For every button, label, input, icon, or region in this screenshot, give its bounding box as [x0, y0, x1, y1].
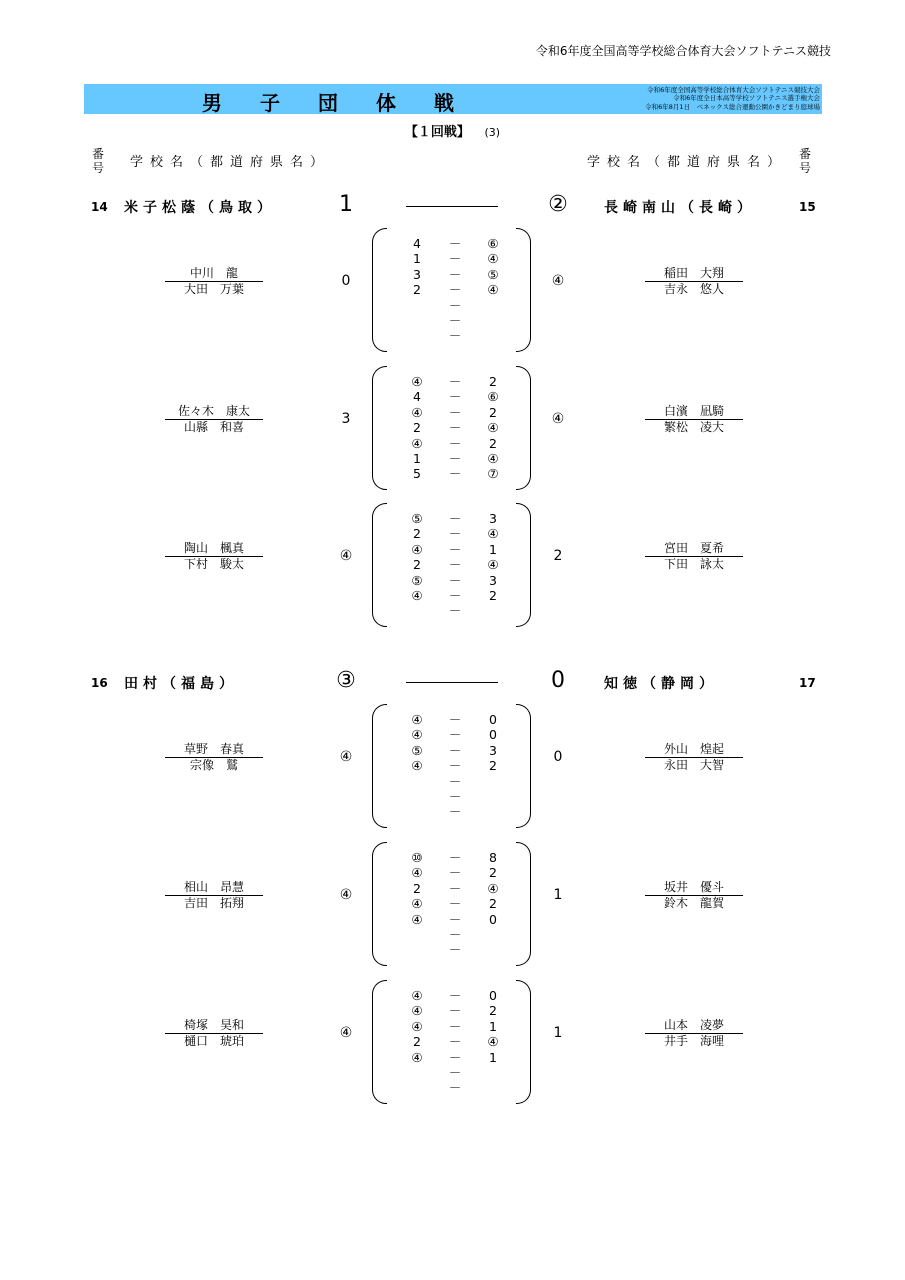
set-score-right: [476, 328, 510, 343]
team-school-right: 長崎南山（長崎）: [604, 200, 756, 216]
bracket-left: [372, 842, 387, 966]
set-score-left: ④: [411, 896, 423, 912]
player-name: 宗像 鷲: [189, 758, 238, 772]
set-score-left: [400, 804, 434, 819]
bracket-right: [516, 980, 531, 1104]
set-score-right: ④: [487, 282, 499, 298]
set-score-right: ⑤: [487, 266, 499, 282]
set-row: [400, 758, 510, 773]
game-score-right: ④: [551, 411, 565, 427]
set-score-left: ⑤: [411, 742, 423, 758]
set-score-left: 4: [413, 236, 421, 251]
set-dash: －: [448, 603, 462, 619]
set-score-right: 1: [489, 541, 497, 557]
set-row: [400, 267, 510, 282]
set-score-right: [476, 804, 510, 819]
set-score-right: [476, 789, 510, 804]
game-score-left: 0: [341, 273, 351, 289]
player-pair-right: [645, 880, 743, 911]
player-name: 佐々木 康太: [165, 404, 263, 420]
set-row: [400, 912, 510, 927]
bracket-left: [372, 503, 387, 627]
set-dash: －: [448, 742, 462, 758]
set-dash: －: [448, 758, 462, 774]
player-name: 稲田 大翔: [645, 266, 743, 282]
set-score-right: [476, 313, 510, 328]
player-pair-left: [165, 1018, 263, 1049]
set-score-right: [476, 942, 510, 957]
set-dash: －: [448, 988, 462, 1003]
set-dash: －: [448, 435, 462, 451]
event-note: 令和6年度全日本高等学校ソフトテニス選手権大会: [673, 94, 820, 103]
tournament-name: 令和6年度全国高等学校総合体育大会ソフトテニス競技: [535, 44, 831, 58]
set-score-left: [400, 328, 434, 343]
event-note: 令和6年8月1日 ベネックス総合運動公園かきどまり庭球場: [645, 102, 820, 111]
player-name: 坂井 優斗: [645, 880, 743, 896]
set-row: [400, 251, 510, 266]
set-row: [400, 573, 510, 588]
set-score-right: ④: [487, 251, 499, 267]
versus-line: [406, 206, 498, 207]
set-row: [400, 451, 510, 466]
player-pair-right: [645, 266, 743, 297]
set-dash: －: [448, 466, 462, 482]
set-dash: －: [448, 712, 462, 727]
set-row: [400, 328, 510, 343]
set-score-right: ④: [487, 450, 499, 466]
number-header-left: 番号: [91, 147, 104, 175]
player-name: 中川 龍: [165, 266, 263, 282]
game-score-left: ④: [339, 749, 353, 765]
set-row: [400, 804, 510, 819]
set-score-right: 2: [489, 587, 497, 603]
player-name: 井手 海哩: [663, 1034, 724, 1048]
set-scores: [400, 236, 510, 344]
set-dash: －: [448, 312, 462, 328]
set-scores: [400, 374, 510, 482]
team-number-left: 16: [91, 676, 108, 690]
set-row: [400, 1065, 510, 1080]
event-notes: [645, 86, 820, 111]
game-score-right: 0: [553, 749, 563, 765]
team-number-left: 14: [91, 200, 108, 214]
set-row: [400, 743, 510, 758]
player-name: 永田 大智: [663, 758, 724, 772]
bracket-right: [516, 366, 531, 490]
player-name: 吉永 悠人: [663, 282, 724, 296]
set-scores: [400, 988, 510, 1096]
set-dash: －: [448, 266, 462, 282]
set-score-right: ④: [487, 557, 499, 573]
set-score-left: 2: [413, 526, 421, 542]
set-row: [400, 603, 510, 618]
set-score-left: 2: [413, 420, 421, 436]
team-score-left: 1: [339, 192, 353, 217]
set-score-left: [400, 298, 434, 313]
player-pair-right: [645, 541, 743, 572]
set-score-left: [400, 1065, 434, 1080]
set-dash: －: [448, 727, 462, 743]
set-dash: －: [448, 404, 462, 420]
set-row: [400, 542, 510, 557]
set-row: [400, 511, 510, 526]
set-score-left: 5: [413, 466, 421, 482]
set-score-left: ④: [411, 727, 423, 743]
set-scores: [400, 850, 510, 958]
set-score-right: 1: [489, 1049, 497, 1065]
set-dash: －: [448, 389, 462, 405]
set-score-left: ④: [411, 911, 423, 927]
set-score-left: ④: [411, 865, 423, 881]
set-score-left: 1: [413, 251, 421, 267]
set-row: [400, 927, 510, 942]
set-score-left: ⑤: [411, 572, 423, 588]
versus-line: [406, 682, 498, 683]
set-dash: －: [448, 1080, 462, 1096]
set-score-left: [400, 313, 434, 328]
set-dash: －: [448, 251, 462, 267]
set-score-left: ⑤: [411, 511, 423, 526]
round-heading: [0, 121, 905, 140]
round-sub: (3): [484, 126, 501, 139]
player-name: 宮田 夏希: [645, 541, 743, 557]
set-score-right: 0: [489, 712, 497, 727]
set-row: [400, 374, 510, 389]
set-row: [400, 865, 510, 880]
set-dash: －: [448, 541, 462, 557]
game-score-right: 1: [553, 887, 563, 903]
set-score-right: 2: [489, 374, 497, 389]
set-dash: －: [448, 1003, 462, 1019]
number-header-right: 番号: [798, 147, 811, 175]
set-row: [400, 1003, 510, 1018]
set-score-right: ④: [487, 1034, 499, 1050]
set-scores: [400, 511, 510, 619]
team-score-right: 0: [551, 668, 565, 693]
set-score-right: 3: [489, 742, 497, 758]
set-score-right: ⑥: [487, 236, 499, 251]
set-score-left: [400, 942, 434, 957]
set-dash: －: [448, 1049, 462, 1065]
set-row: [400, 850, 510, 865]
set-score-left: ④: [411, 712, 423, 727]
round-label: 【１回戦】: [404, 125, 470, 140]
player-pair-left: [165, 880, 263, 911]
school-header-left: 学校名（都道府県名）: [130, 155, 331, 170]
set-row: [400, 405, 510, 420]
player-pair-left: [165, 742, 263, 773]
set-score-left: ④: [411, 374, 423, 389]
set-dash: －: [448, 788, 462, 804]
title-banner: [84, 84, 822, 114]
set-score-right: 2: [489, 435, 497, 451]
set-score-left: ④: [411, 541, 423, 557]
set-row: [400, 298, 510, 313]
set-dash: －: [448, 880, 462, 896]
set-row: [400, 466, 510, 481]
team-score-right: ②: [548, 192, 568, 217]
set-score-right: [476, 1065, 510, 1080]
set-dash: －: [448, 526, 462, 542]
set-score-left: ④: [411, 404, 423, 420]
set-scores: [400, 712, 510, 820]
school-header-right: 学校名（都道府県名）: [586, 155, 787, 170]
set-score-right: [476, 927, 510, 942]
set-score-left: ④: [411, 988, 423, 1003]
set-score-right: [476, 603, 510, 618]
set-score-right: 0: [489, 988, 497, 1003]
bracket-right: [516, 228, 531, 352]
set-score-left: 2: [413, 282, 421, 298]
player-name: 白濱 凪騎: [645, 404, 743, 420]
set-row: [400, 712, 510, 727]
set-dash: －: [448, 804, 462, 820]
player-pair-right: [645, 742, 743, 773]
player-name: 山本 凌夢: [645, 1018, 743, 1034]
set-score-right: 8: [489, 850, 497, 865]
team-school-left: 田村（福島）: [124, 676, 238, 692]
set-score-left: 2: [413, 557, 421, 573]
set-score-left: ④: [411, 1003, 423, 1019]
player-pair-left: [165, 266, 263, 297]
set-row: [400, 1080, 510, 1095]
set-dash: －: [448, 942, 462, 958]
set-dash: －: [448, 896, 462, 912]
game-score-left: ④: [339, 548, 353, 564]
set-score-left: ④: [411, 1049, 423, 1065]
player-name: 繁松 凌大: [663, 420, 724, 434]
team-number-right: 17: [799, 676, 816, 690]
set-dash: －: [448, 297, 462, 313]
player-name: 陶山 楓真: [165, 541, 263, 557]
set-score-right: [476, 298, 510, 313]
set-score-right: [476, 774, 510, 789]
set-score-left: ④: [411, 758, 423, 774]
set-score-right: ④: [487, 420, 499, 436]
set-row: [400, 1034, 510, 1049]
set-score-left: ④: [411, 435, 423, 451]
set-dash: －: [448, 450, 462, 466]
bracket-right: [516, 503, 531, 627]
player-name: 下田 詠太: [663, 557, 724, 571]
set-score-right: ④: [487, 526, 499, 542]
set-score-right: 2: [489, 1003, 497, 1019]
bracket-left: [372, 228, 387, 352]
set-dash: －: [448, 773, 462, 789]
set-dash: －: [448, 865, 462, 881]
bracket-right: [516, 704, 531, 828]
game-score-left: ④: [339, 1025, 353, 1041]
set-dash: －: [448, 1034, 462, 1050]
set-row: [400, 389, 510, 404]
set-dash: －: [448, 420, 462, 436]
game-score-right: 2: [553, 548, 563, 564]
team-score-left: ③: [336, 668, 356, 693]
set-score-left: [400, 774, 434, 789]
bracket-right: [516, 842, 531, 966]
game-score-right: ④: [551, 273, 565, 289]
set-row: [400, 236, 510, 251]
set-dash: －: [448, 850, 462, 865]
player-name: 外山 煌起: [645, 742, 743, 758]
set-row: [400, 774, 510, 789]
game-score-right: 1: [553, 1025, 563, 1041]
set-score-left: ④: [411, 1018, 423, 1034]
set-score-right: 2: [489, 865, 497, 881]
set-score-left: 1: [413, 450, 421, 466]
set-dash: －: [448, 374, 462, 389]
set-row: [400, 557, 510, 572]
player-name: 下村 駿太: [183, 557, 244, 571]
player-name: 鈴木 龍賀: [663, 896, 724, 910]
set-row: [400, 942, 510, 957]
team-school-left: 米子松蔭（鳥取）: [124, 200, 276, 216]
set-score-right: 2: [489, 404, 497, 420]
set-row: [400, 436, 510, 451]
event-note: 令和6年度全国高等学校総合体育大会ソフトテニス競技大会: [647, 86, 820, 94]
player-pair-right: [645, 1018, 743, 1049]
set-row: [400, 881, 510, 896]
set-score-right: ⑥: [487, 389, 499, 405]
set-dash: －: [448, 328, 462, 344]
game-score-left: ④: [339, 887, 353, 903]
player-name: 吉田 拓翔: [183, 896, 244, 910]
set-dash: －: [448, 282, 462, 298]
set-score-right: 0: [489, 727, 497, 743]
set-dash: －: [448, 587, 462, 603]
set-score-left: 3: [413, 266, 421, 282]
set-row: [400, 588, 510, 603]
bracket-left: [372, 980, 387, 1104]
set-row: [400, 282, 510, 297]
set-score-left: 2: [413, 880, 421, 896]
player-name: 大田 万葉: [183, 282, 244, 296]
player-name: 樋口 琥珀: [183, 1034, 244, 1048]
set-score-left: ⑩: [411, 850, 423, 865]
set-dash: －: [448, 572, 462, 588]
player-name: 草野 春真: [165, 742, 263, 758]
set-score-right: ④: [487, 880, 499, 896]
set-row: [400, 313, 510, 328]
set-dash: －: [448, 1064, 462, 1080]
team-school-right: 知徳（静岡）: [604, 676, 718, 692]
page-title: 男子団体戦: [202, 91, 492, 115]
set-dash: －: [448, 911, 462, 927]
player-pair-left: [165, 404, 263, 435]
bracket-left: [372, 704, 387, 828]
set-dash: －: [448, 1018, 462, 1034]
set-row: [400, 896, 510, 911]
set-dash: －: [448, 926, 462, 942]
set-score-left: 4: [413, 389, 421, 405]
set-score-right: ⑦: [487, 466, 499, 482]
set-score-left: [400, 927, 434, 942]
game-score-left: 3: [341, 411, 351, 427]
set-score-left: [400, 603, 434, 618]
set-row: [400, 420, 510, 435]
player-pair-right: [645, 404, 743, 435]
set-score-right: 3: [489, 572, 497, 588]
set-score-right: 1: [489, 1018, 497, 1034]
set-score-right: [476, 1080, 510, 1095]
set-row: [400, 526, 510, 541]
set-dash: －: [448, 236, 462, 251]
bracket-left: [372, 366, 387, 490]
set-score-left: 2: [413, 1034, 421, 1050]
player-name: 山縣 和喜: [183, 420, 244, 434]
set-dash: －: [448, 557, 462, 573]
set-row: [400, 789, 510, 804]
player-name: 椅塚 昊和: [165, 1018, 263, 1034]
player-pair-left: [165, 541, 263, 572]
player-name: 相山 昂慧: [165, 880, 263, 896]
set-row: [400, 1050, 510, 1065]
set-row: [400, 988, 510, 1003]
set-score-right: 2: [489, 896, 497, 912]
set-score-left: [400, 789, 434, 804]
set-score-right: 3: [489, 511, 497, 526]
team-number-right: 15: [799, 200, 816, 214]
set-score-left: ④: [411, 587, 423, 603]
set-row: [400, 727, 510, 742]
set-score-right: 0: [489, 911, 497, 927]
set-row: [400, 1019, 510, 1034]
set-score-left: [400, 1080, 434, 1095]
set-score-right: 2: [489, 758, 497, 774]
set-dash: －: [448, 511, 462, 526]
